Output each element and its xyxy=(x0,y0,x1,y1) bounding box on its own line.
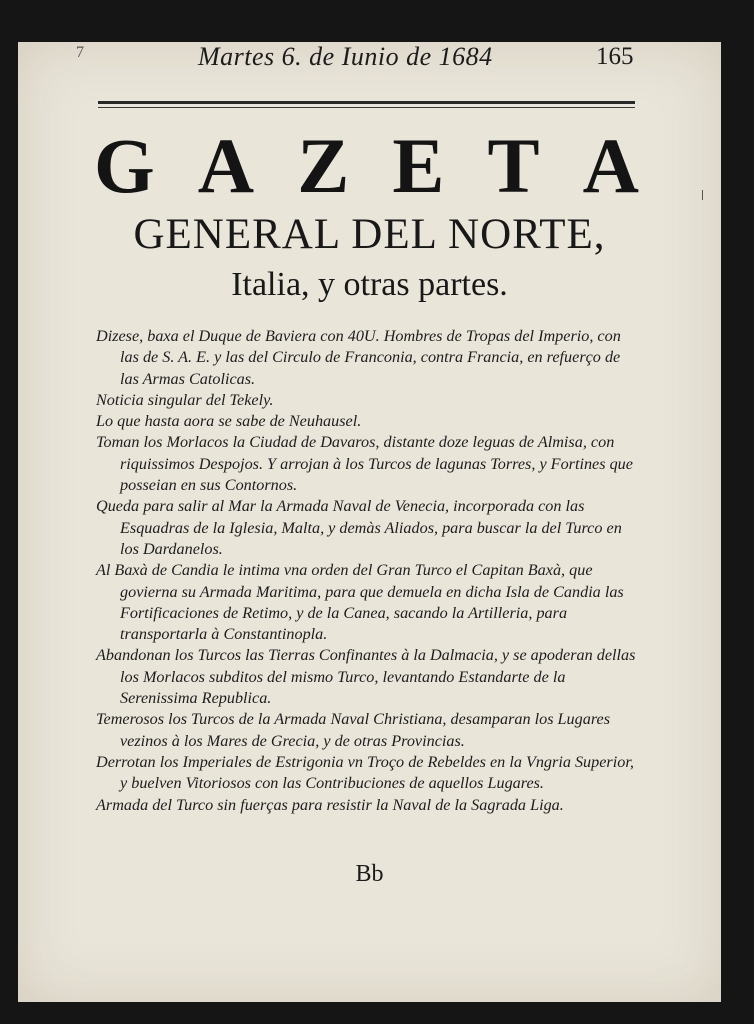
masthead-letter: T xyxy=(487,122,540,209)
summary-item: Toman los Morlacos la Ciudad de Davaros, distante doze leguas de Almisa, con riquissimos Despojos. Y arrojan à los Turcos de lagunas Torres, y Fortines que posseian en sus Contornos. xyxy=(96,433,633,495)
summary-list xyxy=(96,326,641,816)
header-rule-thin xyxy=(98,107,635,108)
summary-item: Derrotan los Imperiales de Estrigonia vn Troço de Rebeldes en la Vngria Superior, y buelven Vitoriosos con las Contribuciones de aquellos Lugares. xyxy=(96,752,634,793)
summary-item: Al Baxà de Candia le intima vna orden del Gran Turco el Capitan Baxà, que govierna su Armada Maritima, para que demuela en dicha Isla de Candia las Fortificaciones de Retimo, y de la Canea, sacando la Artilleria, para transportarla à Constantinopla. xyxy=(96,561,624,644)
masthead-letter: A xyxy=(582,122,639,209)
masthead-subtitle: GENERAL DEL NORTE, xyxy=(133,211,606,258)
summary-item: Noticia singular del Tekely. xyxy=(96,390,274,409)
dateline: Martes 6. de Iunio de 1684 xyxy=(198,42,493,71)
page-number: 165 xyxy=(596,43,634,70)
masthead-letter: E xyxy=(392,122,445,209)
header-rule xyxy=(98,101,635,104)
summary-item: Temerosos los Turcos de la Armada Naval Christiana, desamparan los Lugares vezinos à los Mares de Grecia, y de otras Provincias. xyxy=(96,710,611,750)
masthead-letter: Z xyxy=(297,122,350,209)
margin-mark xyxy=(702,190,703,200)
masthead-letter: G xyxy=(94,122,155,209)
corner-mark: 7 xyxy=(76,44,84,61)
signature-mark: Bb xyxy=(355,861,384,887)
summary-item: Lo que hasta aora se sabe de Neuhausel. xyxy=(96,412,362,431)
masthead-letter: A xyxy=(197,122,255,209)
masthead-subtitle-secondary: Italia, y otras partes. xyxy=(231,266,508,303)
summary-item: Abandonan los Turcos las Tierras Confinantes à la Dalmacia, y se apoderan dellas los Morlacos subditos del mismo Turco, levantando Estandarte de la Serenissima Republica. xyxy=(96,646,636,708)
summary-item: Queda para salir al Mar la Armada Naval de Venecia, incorporada con las Esquadras de la Iglesia, Malta, y demàs Aliados, para buscar la del Turco en los Dardanelos. xyxy=(96,497,622,558)
newspaper-page xyxy=(18,42,721,1002)
summary-item: Dizese, baxa el Duque de Baviera con 40U. Hombres de Tropas del Imperio, con las de S. A. E. y las del Circulo de Franconia, contra Francia, en refuerço de las Armas Catolicas. xyxy=(96,327,621,388)
masthead-title xyxy=(94,124,639,208)
summary-item: Armada del Turco sin fuerças para resistir la Naval de la Sagrada Liga. xyxy=(96,795,564,814)
